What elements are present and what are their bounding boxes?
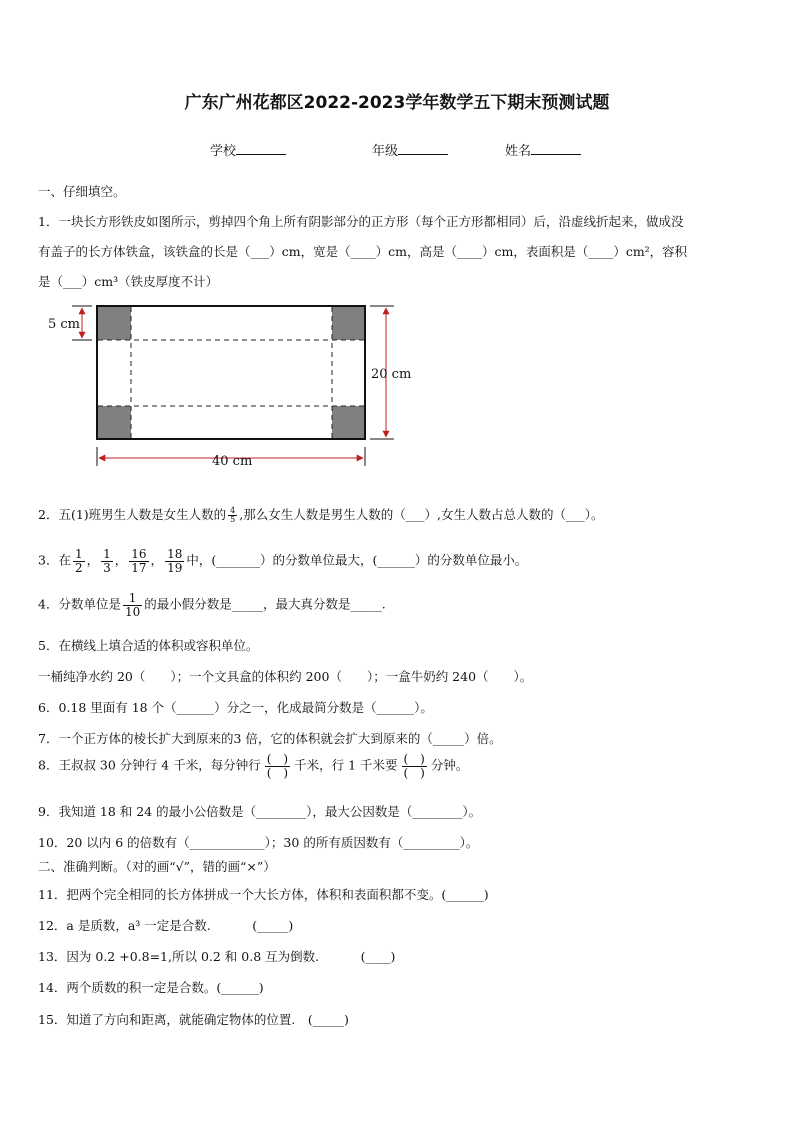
question-7: 7．一个正方体的棱长扩大到原来的3 倍，它的体积就会扩大到原来的（_____）倍。 [38, 731, 502, 746]
corner-square-top-right [332, 307, 364, 340]
label-40cm: 40 cm [212, 454, 253, 469]
question-15: 15．知道了方向和距离，就能确定物体的位置. (_____) [38, 1012, 349, 1027]
question-5: 5．在横线上填合适的体积或容积单位。 [38, 638, 259, 653]
question-13: 13．因为 0.2 +0.8=1,所以 0.2 和 0.8 互为倒数. (____) [38, 949, 396, 964]
question-1-line-3: 是（___）cm³（铁皮厚度不计） [38, 274, 219, 289]
sheet-outline [97, 306, 365, 439]
fraction-4-5: $\frac{4}{5}$ [230, 505, 236, 524]
grade-field: 年级 [372, 140, 448, 159]
corner-square-bottom-left [98, 406, 131, 438]
corner-square-top-left [98, 307, 131, 340]
school-field: 学校 [210, 140, 286, 159]
section-1-heading: 一、仔细填空。 [38, 184, 126, 199]
question-4: 4．分数单位是 $\frac{1}{10}$ 的最小假分数是_____，最大真分数是_____. [38, 591, 386, 619]
label-5cm: 5 cm [48, 317, 81, 332]
question-6: 6．0.18 里面有 18 个（______）分之一，化成最简分数是（______）。 [38, 700, 433, 715]
question-10: 10．20 以内 6 的倍数有（____________）；30 的所有质因数有（_________）。 [38, 835, 479, 850]
question-14: 14．两个质数的积一定是合数。(______) [38, 980, 264, 995]
label-20cm: 20 cm [371, 367, 412, 382]
page-title: 广东广州花都区2022-2023学年数学五下期末预测试题 [184, 93, 610, 113]
question-5-items: 一桶纯净水约 20（ ）；一个文具盒的体积约 200（ ）；一盒牛奶约 240（ ）。 [38, 669, 533, 684]
question-3: 3．在 $\frac{1}{2}$ ， $\frac{1}{3}$ ， $\frac{16}{17}$ ， $\frac{18}{19}$ 中，(_______）的分数单位最大，(______）的分数单位最小。 [38, 547, 528, 575]
question-12: 12．a 是质数，a³ 一定是合数. (_____) [38, 918, 294, 933]
question-1-line-2: 有盖子的长方体铁盒，该铁盒的长是（___）cm，宽是（____）cm，高是（____）cm，表面积是（____）cm²，容积 [38, 244, 688, 259]
corner-square-bottom-right [332, 406, 364, 438]
question-1-line-1: 1．一块长方形铁皮如图所示，剪掉四个角上所有阴影部分的正方形（每个正方形都相同）后，沿虚线折起来，做成没 [38, 214, 684, 229]
sheet-diagram [40, 298, 440, 473]
question-2: 2．五(1)班男生人数是女生人数的 $\frac{4}{5}$ ,那么女生人数是男生人数的（___）,女生人数占总人数的（___）。 [38, 505, 604, 524]
section-2-heading: 二、准确判断。（对的画“√”，错的画“×”） [38, 859, 276, 874]
question-11: 11．把两个完全相同的长方体拼成一个大长方体，体积和表面积都不变。(______) [38, 887, 489, 902]
question-8: 8．王叔叔 30 分钟行 4 千米，每分钟行 $\frac{( )}{( )}$ 千米，行 1 千米要 $\frac{( )}{( )}$ 分钟。 [38, 752, 469, 780]
name-field: 姓名 [505, 140, 581, 159]
question-9: 9．我知道 18 和 24 的最小公倍数是（________），最大公因数是（________）。 [38, 804, 482, 819]
